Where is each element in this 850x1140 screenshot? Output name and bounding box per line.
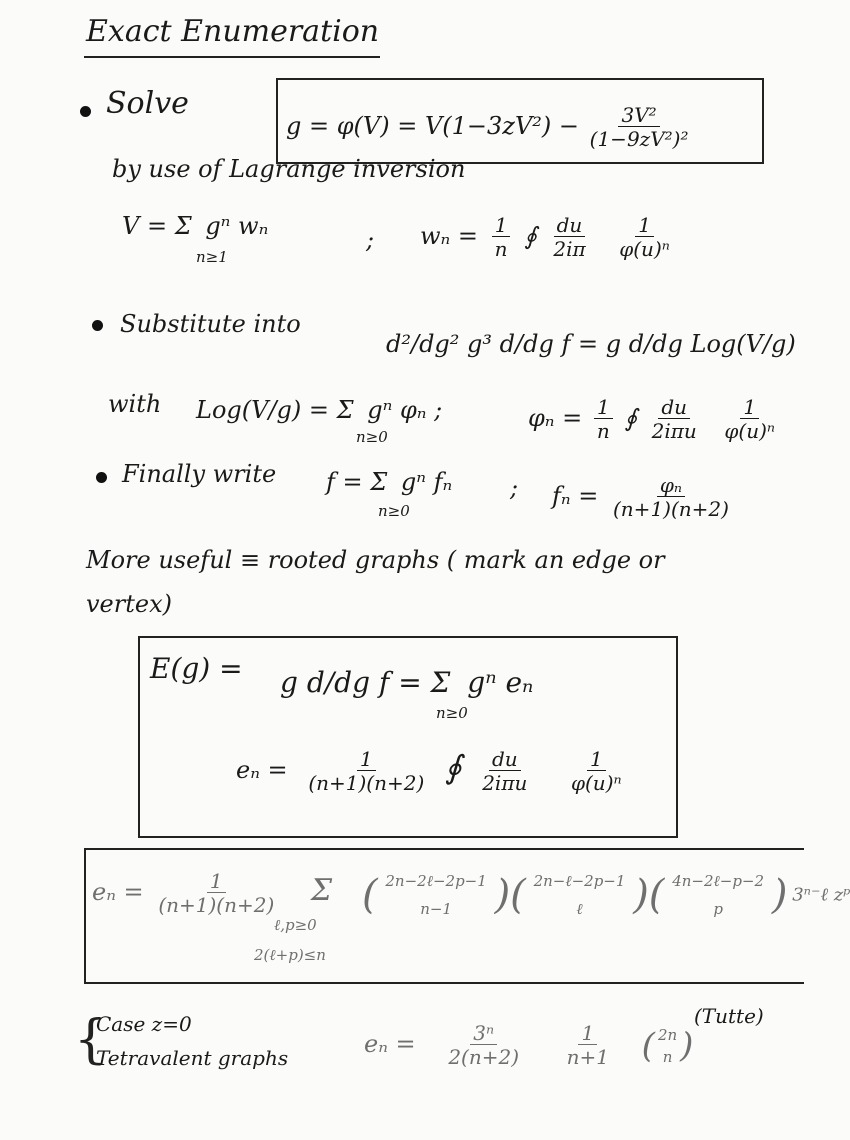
substitute-equation: d²/dg² g³ d/dg f = g d/dg Log(V/g) <box>386 330 796 358</box>
more-useful-line2: vertex) <box>86 590 172 618</box>
tutte-frac1: $\frac{\text{3ⁿ}}{2(n+2)}$ <box>448 1021 520 1069</box>
v-series <box>122 212 268 240</box>
tutte-frac2: $\frac{1}{n+1}$ <box>566 1021 610 1069</box>
phin-frac1: $\frac{1}{n}$ <box>594 396 613 443</box>
en-contour: ∮ <box>444 748 462 786</box>
solve-frac-den: (1−9zV²)² <box>589 127 689 151</box>
tetravalent-label: Tetravalent graphs <box>96 1046 289 1070</box>
substitute-label: Substitute into <box>120 310 301 338</box>
lagrange-text: by use of Lagrange inversion <box>112 155 466 183</box>
eg-sum-sub: n≥0 <box>436 704 468 722</box>
log-lhs: Log(V/g) = Σ <box>196 396 354 424</box>
tutte-label: (Tutte) <box>694 1004 764 1028</box>
f-sep: ; <box>510 474 519 502</box>
phin-formula <box>528 396 778 443</box>
explicit-sub2: 2(ℓ+p)≤n <box>254 946 326 964</box>
finally-label: Finally write <box>122 460 277 488</box>
en-lhs: eₙ = <box>236 756 288 784</box>
tutte-binom: 2n n <box>657 1025 678 1066</box>
tutte-formula: eₙ = $\frac{\text{3ⁿ}}{2(n+2)}$ $\frac{1}{n+1}$ ( 2n n ) <box>364 1021 694 1069</box>
solve-frac-num: 3V² <box>618 104 659 127</box>
f-sum-sub: n≥0 <box>378 502 410 520</box>
case-brace: { <box>74 1010 108 1070</box>
en-frac3: $\frac{1}{\text{φ(u)ⁿ}}$ <box>571 747 622 795</box>
phin-frac2: $\frac{du}{\text{2iπu}}$ <box>651 395 697 443</box>
v-sum-sub: n≥1 <box>196 248 228 266</box>
log-rhs: gⁿ φₙ ; <box>367 396 443 424</box>
en-frac2: $\frac{du}{\text{2iπu}}$ <box>482 747 528 795</box>
solve-equation-box <box>276 78 764 164</box>
explicit-en: eₙ = <box>92 878 144 906</box>
phin-frac3: $\frac{1}{\text{φ(u)ⁿ}}$ <box>724 395 776 443</box>
explicit-frac: $\frac{1}{(n+1)(n+2)}$ <box>158 869 275 917</box>
fn-formula <box>552 474 732 521</box>
f-lhs: f = Σ <box>326 468 388 496</box>
binom2: 2n−ℓ−2p−1 ℓ <box>533 872 626 918</box>
page-title: Exact Enumeration <box>86 14 380 49</box>
f-series <box>326 468 452 496</box>
v-sep: ; <box>366 226 375 254</box>
wn-lhs: wₙ = <box>420 222 479 250</box>
log-series <box>196 396 442 424</box>
wn-frac2: $\frac{du}{2i\pi}$ <box>553 213 586 261</box>
log-sum-sub: n≥0 <box>356 428 388 446</box>
phin-lhs: φₙ = <box>528 404 583 432</box>
bullet-substitute <box>92 320 103 331</box>
binom1: 2n−2ℓ−2p−1 n−1 <box>385 872 487 918</box>
wn-frac1: $\frac{1}{n}$ <box>492 214 511 261</box>
wn-frac3: $\frac{1}{\text{φ(u)ⁿ}}$ <box>619 213 670 261</box>
eg-rhs: gⁿ eₙ <box>467 666 534 699</box>
f-rhs: gⁿ fₙ <box>400 468 453 496</box>
more-useful-line1: More useful ≡ rooted graphs ( mark an edge or <box>86 546 665 574</box>
tutte-en: eₙ = <box>364 1030 416 1058</box>
v-lhs: V = Σ <box>122 212 192 240</box>
generating-function-box <box>138 636 678 838</box>
eg-mid: g d/dg f = Σ <box>280 666 451 699</box>
en-frac1: $\frac{1}{(n+1)(n+2)}$ <box>308 747 425 795</box>
bullet-finally <box>96 472 107 483</box>
explicit-sub1: ℓ,p≥0 <box>274 916 317 934</box>
explicit-formula-box <box>84 848 850 984</box>
title-underline <box>84 56 380 58</box>
eg-lhs: E(g) = <box>150 652 243 685</box>
wn-formula <box>420 214 673 261</box>
v-rhs: gⁿ wₙ <box>205 212 269 240</box>
bullet-solve <box>80 106 91 117</box>
fn-lhs: fₙ = <box>552 482 599 510</box>
wn-contour: ∮ <box>524 222 537 250</box>
explicit-tail: 3ⁿ⁻ℓ zᵖ <box>792 884 850 906</box>
phin-contour: ∮ <box>624 404 637 432</box>
case-label: Case z=0 <box>96 1012 192 1036</box>
eg-series <box>280 666 533 699</box>
binom3: 4n−2ℓ−p−2 p <box>672 872 765 918</box>
en-integral <box>236 748 625 795</box>
solve-label: Solve <box>106 86 189 121</box>
explicit-formula <box>92 870 332 917</box>
with-label: with <box>108 390 162 418</box>
explicit-binomials: ( 2n−2ℓ−2p−1 n−1 )( 2n−ℓ−2p−1 ℓ )( 4n−2ℓ−p−2 p ) 3ⁿ⁻ℓ zᵖ <box>362 872 850 918</box>
explicit-sum: Σ <box>310 873 333 908</box>
solve-fraction <box>587 104 692 151</box>
fn-frac: $\frac{\text{φₙ}}{(n+1)(n+2)}$ <box>613 473 729 521</box>
solve-equation: g = φ(V) = V(1−3zV²) − <box>286 112 580 140</box>
